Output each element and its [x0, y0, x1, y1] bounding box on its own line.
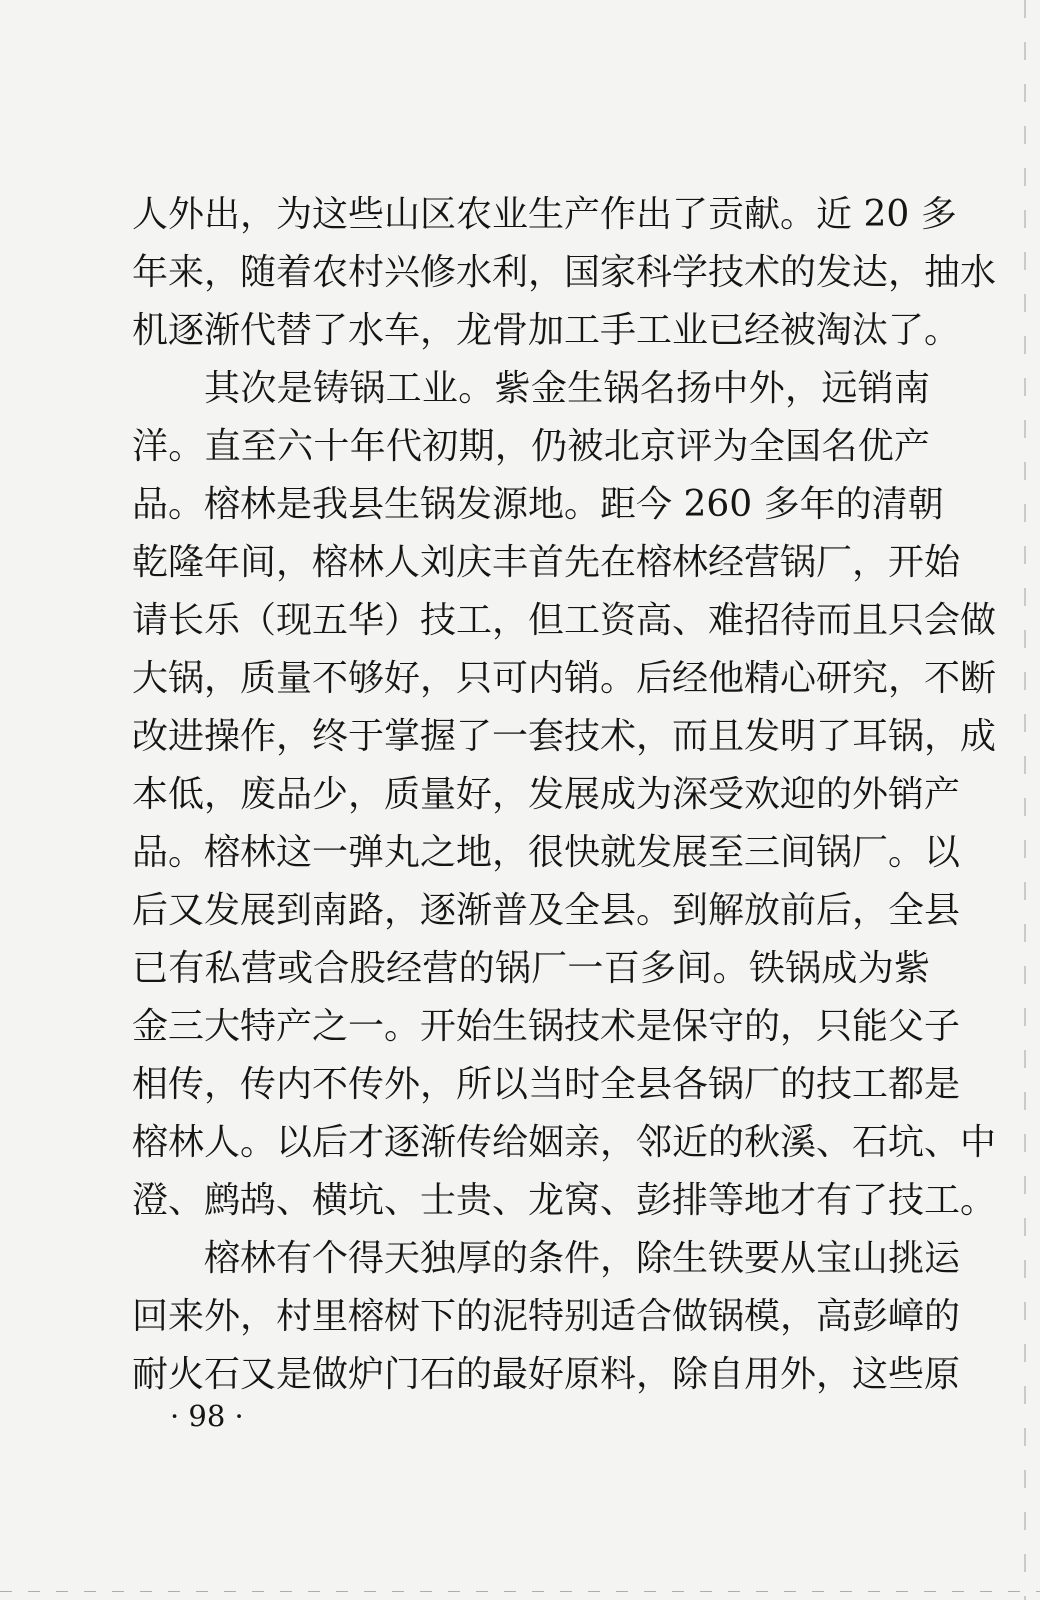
text-line: 品。榕林这一弹丸之地，很快就发展至三间锅厂。以 [132, 832, 961, 873]
text-line: 后又发展到南路，逐渐普及全县。到解放前后，全县 [132, 890, 961, 931]
text-line: 请长乐（现五华）技工，但工资高、难招待而且只会做 [132, 600, 997, 641]
text-line: 相传，传内不传外，所以当时全县各锅厂的技工都是 [132, 1064, 961, 1105]
page-number: · 98 · [170, 1399, 244, 1433]
paragraph-start-line: 其次是铸锅工业。紫金生锅名扬中外，远销南 [204, 368, 930, 409]
text-line: 耐火石又是做炉门石的最好原料，除自用外，这些原 [132, 1354, 961, 1395]
text-line: 机逐渐代替了水车，龙骨加工手工业已经被淘汰了。 [132, 310, 961, 351]
text-line: 本低，废品少，质量好，发展成为深受欢迎的外销产 [132, 774, 961, 815]
text-line: 回来外，村里榕树下的泥特别适合做锅模，高彭嶂的 [132, 1296, 961, 1337]
text-line: 大锅，质量不够好，只可内销。后经他精心研究，不断 [132, 658, 997, 699]
text-line: 已有私营或合股经营的锅厂一百多间。铁锅成为紫 [132, 948, 930, 989]
text-line: 品。榕林是我县生锅发源地。距今 260 多年的清朝 [132, 484, 944, 525]
body-text [132, 186, 997, 1404]
text-line: 洋。直至六十年代初期，仍被北京评为全国名优产 [132, 426, 930, 467]
text-line: 榕林人。以后才逐渐传给姻亲，邻近的秋溪、石坑、中 [132, 1122, 997, 1163]
paragraph-start-line: 榕林有个得天独厚的条件，除生铁要从宝山挑运 [204, 1238, 961, 1279]
scan-right-edge [1024, 0, 1026, 1600]
scan-bottom-edge [0, 1591, 1040, 1592]
text-line: 改进操作，终于掌握了一套技术，而且发明了耳锅，成 [132, 716, 997, 757]
text-line: 乾隆年间，榕林人刘庆丰首先在榕林经营锅厂，开始 [132, 542, 961, 583]
text-line: 年来，随着农村兴修水利，国家科学技术的发达，抽水 [132, 252, 997, 293]
text-line: 澄、鹧鸪、横坑、士贵、龙窝、彭排等地才有了技工。 [132, 1180, 997, 1221]
text-line: 人外出，为这些山区农业生产作出了贡献。近 20 多 [132, 194, 957, 235]
text-line: 金三大特产之一。开始生锅技术是保守的，只能父子 [132, 1006, 961, 1047]
